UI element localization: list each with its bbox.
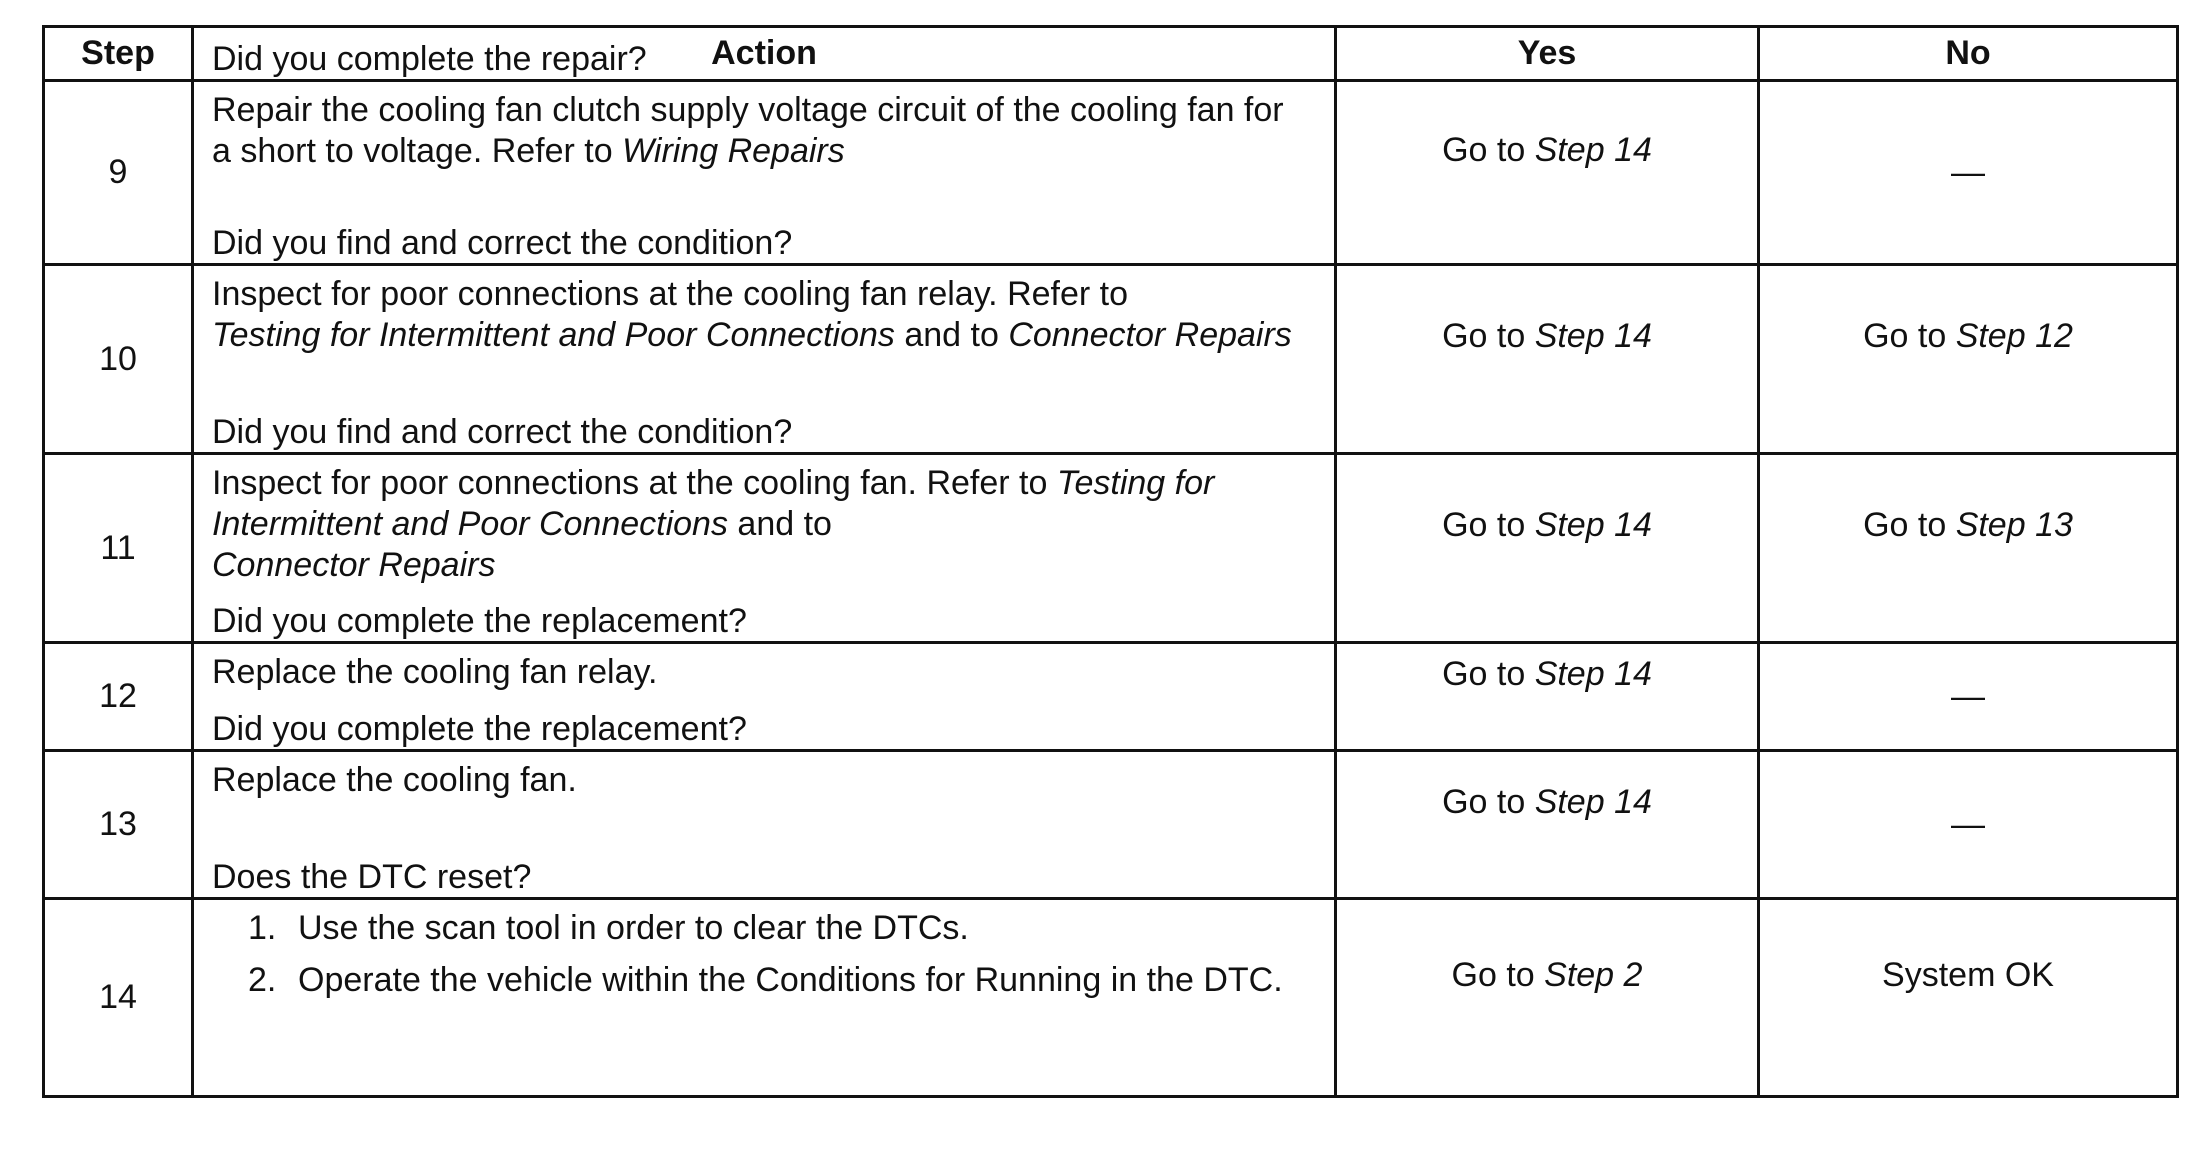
reference-link[interactable]: Connector Repairs (1008, 316, 1292, 354)
yes-result (1338, 316, 1756, 357)
action-description: Replace the cooling fan relay. (212, 653, 658, 691)
yes-result (1338, 955, 1756, 996)
no-result: — (1951, 677, 1985, 715)
step-link[interactable]: Step 14 (1534, 506, 1652, 544)
action-question: Did you find and correct the condition? (212, 224, 793, 262)
goto-text: Go to (1442, 317, 1535, 355)
goto-text: Go to (1442, 654, 1535, 693)
list-number: 2. (248, 961, 277, 999)
step-link[interactable]: Step 14 (1534, 317, 1652, 355)
yes-cell (1336, 81, 1759, 265)
action-description: Replace the cooling fan. (212, 761, 577, 799)
action-question: Did you complete the replacement? (212, 710, 747, 748)
action-question: Did you complete the repair? (212, 40, 647, 78)
yes-cell (1336, 643, 1759, 751)
yes-result (1338, 130, 1756, 171)
no-result: — (1951, 805, 1985, 843)
action-cell (193, 858, 1336, 1097)
procedure-list (212, 908, 1294, 1001)
action-description (212, 274, 1294, 356)
table-row (44, 899, 2178, 1097)
header-yes: Yes (1336, 27, 1759, 81)
goto-text: Go to (1442, 130, 1535, 169)
goto-text: Go to (1442, 506, 1535, 544)
no-result (1761, 316, 2175, 357)
action-description (212, 90, 1294, 172)
yes-cell (1336, 265, 1759, 454)
yes-result (1338, 782, 1756, 823)
step-number: 13 (44, 751, 193, 899)
reference-link[interactable]: Testing for Intermittent and Poor Connections (212, 464, 1215, 543)
step-link[interactable]: Step 14 (1534, 654, 1652, 693)
no-cell (1759, 265, 2178, 454)
list-text: Operate the vehicle within the Conditions for Running in the DTC. (298, 961, 1283, 999)
step-number: 14 (44, 899, 193, 1097)
step-link[interactable]: Step 14 (1534, 130, 1652, 169)
no-result: — (1951, 153, 1985, 191)
step-link[interactable]: Step 13 (1955, 506, 2073, 544)
reference-link[interactable]: Testing for Intermittent and Poor Connections (212, 316, 895, 354)
list-number: 1. (248, 909, 277, 947)
goto-text: Go to (1863, 506, 1956, 544)
step-link[interactable]: Step 14 (1534, 782, 1652, 821)
header-step: Step (44, 27, 193, 81)
no-cell (1759, 899, 2178, 1097)
yes-result (1338, 654, 1756, 695)
goto-text: Go to (1442, 782, 1535, 821)
no-cell (1759, 751, 2178, 899)
no-cell (1759, 81, 2178, 265)
action-question: Did you find and correct the condition? (212, 413, 793, 451)
step-number: 10 (44, 265, 193, 454)
step-number: 12 (44, 643, 193, 751)
yes-cell (1336, 751, 1759, 899)
yes-result (1338, 505, 1756, 546)
reference-link[interactable]: Connector Repairs (212, 546, 496, 584)
goto-text: Go to (1451, 955, 1545, 994)
goto-text: Go to (1863, 317, 1956, 355)
action-description (212, 463, 1294, 586)
step-number: 9 (44, 81, 193, 265)
no-result (1761, 505, 2175, 546)
step-link[interactable]: Step 12 (1955, 317, 2073, 355)
diagnostic-table (42, 25, 2179, 1098)
no-cell (1759, 643, 2178, 751)
action-text: and to (727, 505, 832, 543)
header-no: No (1759, 27, 2178, 81)
action-description (212, 908, 1294, 1012)
action-question: Did you complete the replacement? (212, 602, 747, 640)
action-question: Does the DTC reset? (212, 858, 532, 896)
no-cell (1759, 454, 2178, 643)
action-text: and to (894, 316, 1009, 354)
action-text: Inspect for poor connections at the cooling fan. Refer to (212, 464, 1057, 502)
step-link[interactable]: Step 2 (1544, 955, 1643, 994)
list-item (212, 960, 1294, 1001)
list-text: Use the scan tool in order to clear the DTCs. (298, 909, 969, 947)
reference-link[interactable]: Wiring Repairs (622, 132, 845, 170)
yes-cell (1336, 899, 1759, 1097)
list-item (212, 908, 1294, 949)
step-number: 11 (44, 454, 193, 643)
action-text: Repair the cooling fan clutch supply voltage circuit of the cooling fan for a short to voltage. Refer to (212, 91, 1284, 170)
yes-cell (1336, 454, 1759, 643)
action-text: Inspect for poor connections at the cooling fan relay. Refer to (212, 275, 1129, 313)
header-action: Action (193, 27, 1336, 81)
no-result: System OK (1882, 955, 2054, 994)
